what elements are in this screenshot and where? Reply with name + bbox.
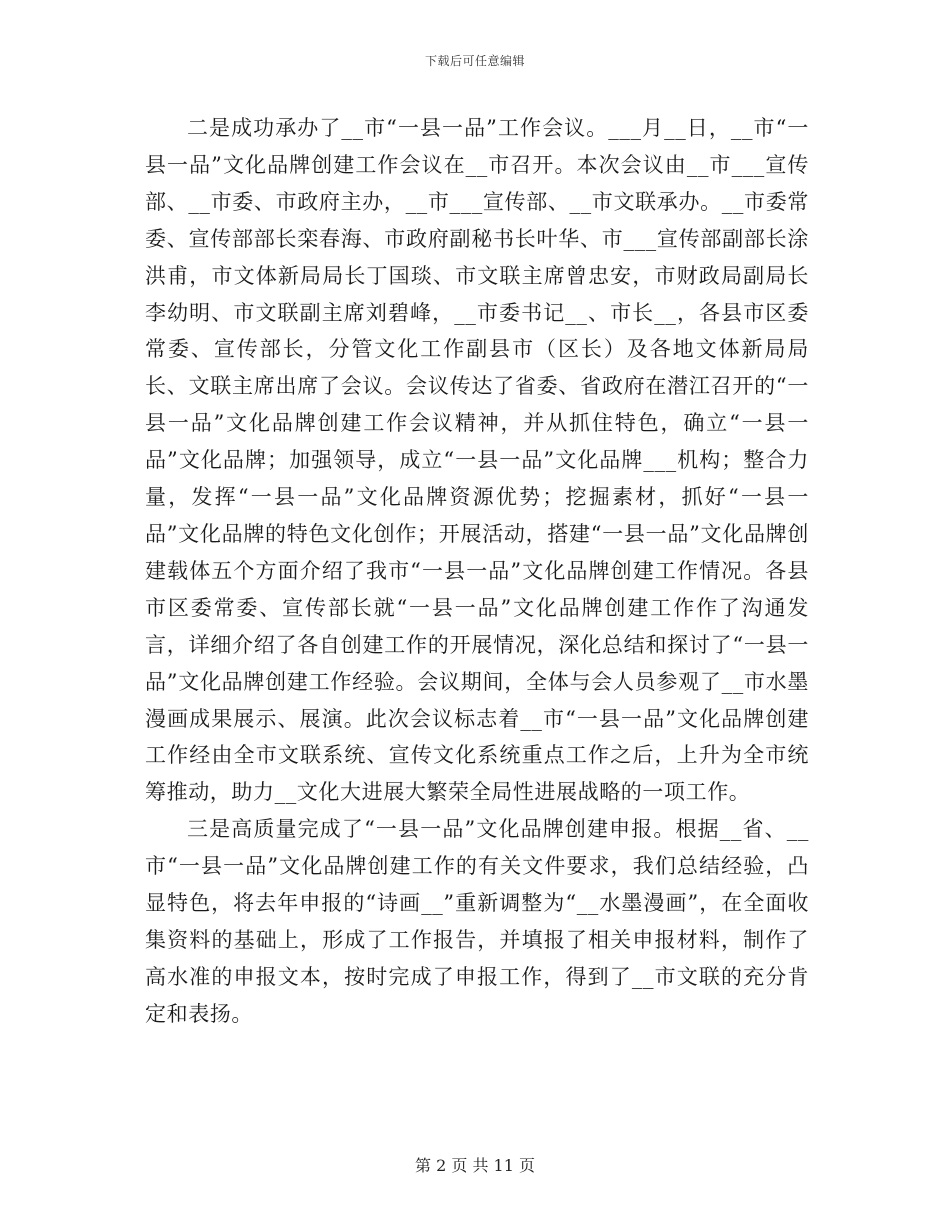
document-body — [145, 110, 809, 1033]
paragraph-1: 二是成功承办了__市“一县一品”工作会议。___月__日，__市“一县一品”文化品牌创建工作会议在__市召开。本次会议由__市___宣传部、__市委、市政府主办，__市___宣传部、__市文联承办。__市委常委、宣传部部长栾春海、市政府副秘书长叶华、市___宣传部副部长涂洪甫，市文体新局局长丁国琰、市文联主席曾忠安，市财政局副局长李幼明、市文联副主席刘碧峰，__市委书记__、市长__，各县市区委常委、宣传部长，分管文化工作副县市（区长）及各地文体新局局长、文联主席出席了会议。会议传达了省委、省政府在潜江召开的“一县一品”文化品牌创建工作会议精神，并从抓住特色，确立“一县一品”文化品牌；加强领导，成立“一县一品”文化品牌___机构；整合力量，发挥“一县一品”文化品牌资源优势；挖掘素材，抓好“一县一品”文化品牌的特色文化创作；开展活动，搭建“一县一品”文化品牌创建载体五个方面介绍了我市“一县一品”文化品牌创建工作情况。各县市区委常委、宣传部长就“一县一品”文化品牌创建工作作了沟通发言，详细介绍了各自创建工作的开展情况，深化总结和探讨了“一县一品”文化品牌创建工作经验。会议期间，全体与会人员参观了__市水墨漫画成果展示、展演。此次会议标志着__市“一县一品”文化品牌创建工作经由全市文联系统、宣传文化系统重点工作之后，上升为全市统筹推动，助力__文化大进展大繁荣全局性进展战略的一项工作。 — [145, 116, 809, 805]
paragraph-2: 三是高质量完成了“一县一品”文化品牌创建申报。根据__省、__市“一县一品”文化品牌创建工作的有关文件要求，我们总结经验，凸显特色，将去年申报的“诗画__”重新调整为“__水墨漫画”，在全面收集资料的基础上，形成了工作报告，并填报了相关申报材料，制作了高水准的申报文本，按时完成了申报工作，得到了__市文联的充分肯定和表扬。 — [145, 817, 809, 1026]
page-number: 第 2 页 共 11 页 — [415, 1156, 535, 1175]
page-header: 下载后可任意编辑 — [424, 54, 525, 68]
